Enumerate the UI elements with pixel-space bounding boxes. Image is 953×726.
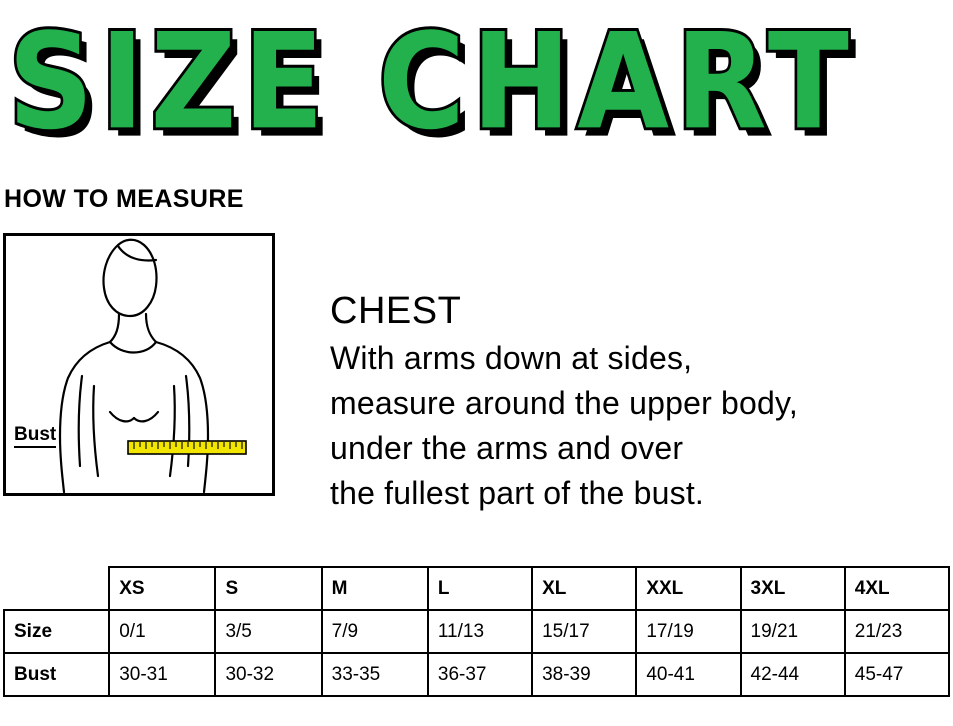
cell-bust-4xl: 45-47 <box>845 653 949 696</box>
table-corner-cell <box>4 567 109 610</box>
table-row <box>4 653 949 696</box>
table-header-xl: XL <box>532 567 636 610</box>
row-label-bust: Bust <box>4 653 109 696</box>
size-table-container <box>3 566 950 697</box>
row-label-size: Size <box>4 610 109 653</box>
cell-bust-l: 36-37 <box>428 653 532 696</box>
bust-callout-label: Bust <box>14 425 56 448</box>
table-row <box>4 610 949 653</box>
table-header-xs: XS <box>109 567 215 610</box>
table-header-row <box>4 567 949 610</box>
table-header-s: S <box>215 567 321 610</box>
chest-instructions <box>330 288 930 516</box>
how-to-measure-heading: HOW TO MEASURE <box>4 185 244 213</box>
table-header-xxl: XXL <box>636 567 740 610</box>
cell-bust-s: 30-32 <box>215 653 321 696</box>
cell-size-xs: 0/1 <box>109 610 215 653</box>
female-torso-icon <box>6 236 272 493</box>
chest-description-line-1: With arms down at sides, <box>330 340 693 376</box>
cell-size-l: 11/13 <box>428 610 532 653</box>
page-title: SIZE CHART <box>8 5 856 160</box>
cell-bust-m: 33-35 <box>322 653 428 696</box>
cell-bust-3xl: 42-44 <box>741 653 845 696</box>
chest-description <box>330 336 930 516</box>
cell-size-4xl: 21/23 <box>845 610 949 653</box>
chest-description-line-4: the fullest part of the bust. <box>330 475 705 511</box>
chest-description-line-3: under the arms and over <box>330 430 684 466</box>
cell-bust-xl: 38-39 <box>532 653 636 696</box>
measurement-figure <box>3 233 275 496</box>
cell-size-xxl: 17/19 <box>636 610 740 653</box>
cell-size-3xl: 19/21 <box>741 610 845 653</box>
cell-bust-xs: 30-31 <box>109 653 215 696</box>
cell-bust-xxl: 40-41 <box>636 653 740 696</box>
cell-size-m: 7/9 <box>322 610 428 653</box>
cell-size-s: 3/5 <box>215 610 321 653</box>
table-header-3xl: 3XL <box>741 567 845 610</box>
cell-size-xl: 15/17 <box>532 610 636 653</box>
table-header-4xl: 4XL <box>845 567 949 610</box>
table-header-m: M <box>322 567 428 610</box>
size-chart-table <box>3 566 950 697</box>
table-header-l: L <box>428 567 532 610</box>
chest-heading: CHEST <box>330 290 462 332</box>
tape-measure-icon <box>128 441 246 454</box>
chest-description-line-2: measure around the upper body, <box>330 385 798 421</box>
title-banner <box>0 0 953 160</box>
